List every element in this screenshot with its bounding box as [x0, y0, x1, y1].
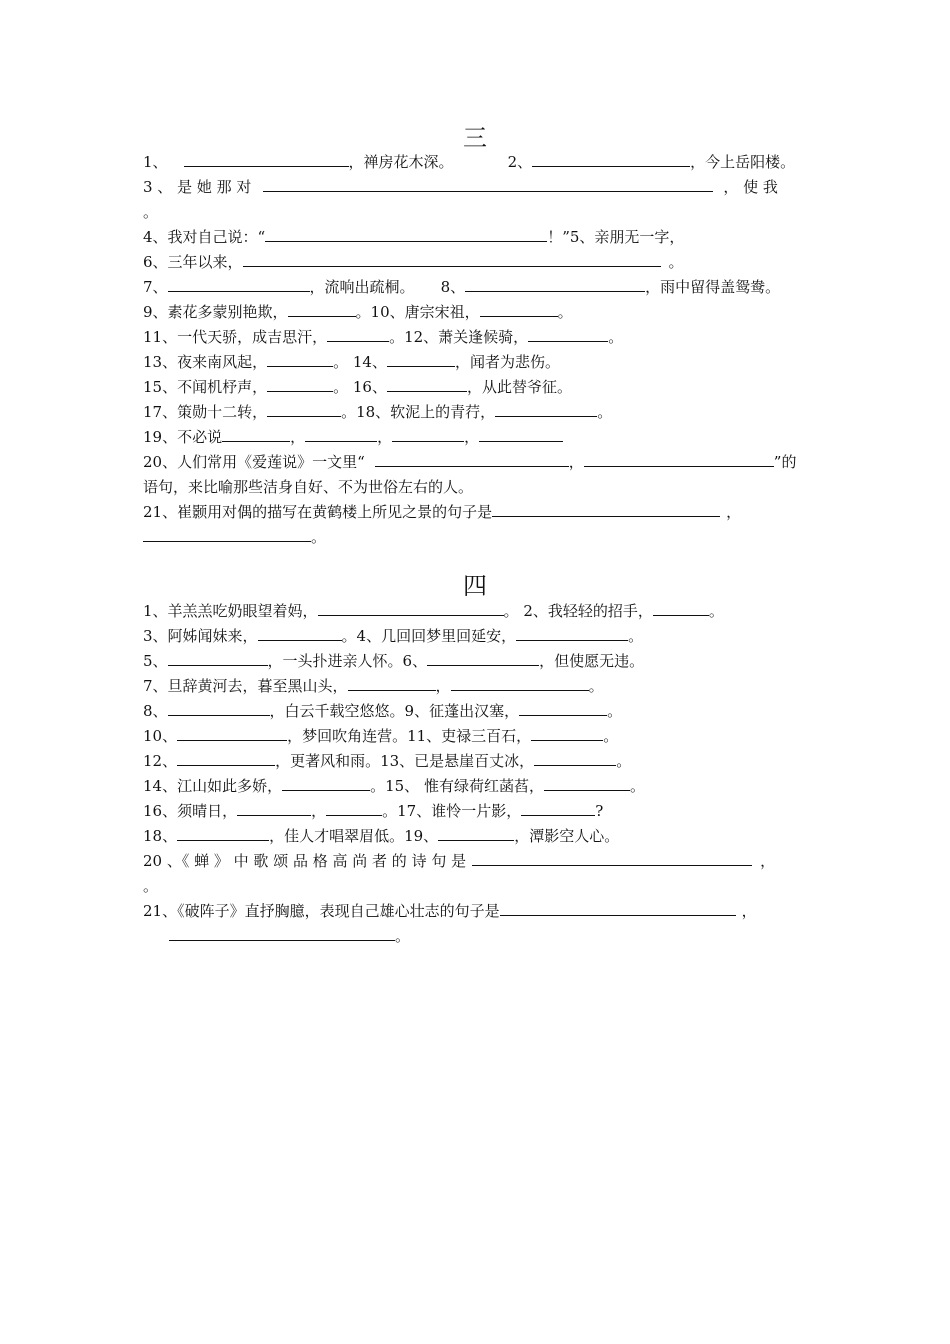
question-text: 20、人们常用《爱莲说》一文里“ — [143, 453, 365, 471]
question-text: ，梦回吹角连营。11、吏禄三百石， — [287, 727, 532, 745]
question-text: 15、不闻机杼声， — [143, 378, 268, 396]
question-4-20-cont — [143, 876, 808, 896]
answer-blank[interactable] — [177, 826, 269, 841]
question-text: 。 — [311, 528, 327, 546]
question-text: 。 — [395, 927, 411, 945]
answer-blank[interactable] — [348, 676, 436, 691]
question-text: ， — [741, 902, 757, 920]
question-text: 。 14、 — [333, 353, 387, 371]
question-text: 。 16、 — [333, 378, 387, 396]
question-text: 17、策勋十二转， — [143, 403, 268, 421]
question-3-15 — [143, 377, 808, 397]
question-text: ，更著风和雨。13、已是悬崖百丈冰， — [275, 752, 535, 770]
answer-blank[interactable] — [387, 352, 455, 367]
question-text: ， 使 我 — [723, 178, 778, 196]
answer-blank[interactable] — [521, 801, 595, 816]
question-text: 1、羊羔羔吃奶眼望着妈， — [143, 602, 318, 620]
question-text: 21、《破阵子》直抒胸臆，表现自己雄心壮志的句子是 — [143, 902, 500, 920]
question-text: ，但使愿无违。 — [539, 652, 645, 670]
question-text: 。 — [143, 203, 159, 221]
answer-blank[interactable] — [495, 402, 597, 417]
question-text: 18、 — [143, 827, 178, 845]
question-text: 。 — [616, 752, 632, 770]
question-text: 9、素花多蒙别艳欺， — [143, 303, 288, 321]
question-3-13 — [143, 352, 808, 372]
section-title-3: 三 — [463, 124, 487, 152]
question-text: 16、须晴日， — [143, 802, 238, 820]
question-text: 6、三年以来， — [143, 253, 243, 271]
question-text: 3、阿姊闻妹来， — [143, 627, 258, 645]
question-text: 8、 — [143, 702, 168, 720]
question-number: 1、 — [143, 153, 168, 171]
question-text: 14、江山如此多娇， — [143, 777, 283, 795]
question-text: ，雨中留得盖鸳鸯。 — [645, 278, 781, 296]
question-3-3 — [143, 177, 808, 197]
answer-blank[interactable] — [305, 427, 377, 442]
question-4-8 — [143, 701, 808, 721]
question-text: ， — [726, 503, 742, 521]
answer-blank[interactable] — [534, 751, 616, 766]
question-text: 13、夜来南风起， — [143, 353, 268, 371]
answer-blank[interactable] — [184, 152, 349, 167]
answer-blank[interactable] — [143, 527, 311, 542]
answer-blank[interactable] — [168, 651, 268, 666]
question-4-21-cont — [143, 926, 808, 946]
question-text: 7、 — [143, 278, 168, 296]
question-text: ? — [595, 802, 604, 820]
question-text: 。 — [597, 403, 613, 421]
question-text: 。 — [608, 328, 624, 346]
question-text: ， — [311, 802, 327, 820]
answer-blank[interactable] — [584, 452, 774, 467]
answer-blank[interactable] — [222, 427, 290, 442]
question-4-14 — [143, 776, 808, 796]
answer-blank[interactable] — [479, 427, 563, 442]
question-text: ，禅房花木深。 — [348, 153, 454, 171]
question-4-20 — [143, 851, 808, 871]
question-text: 。 — [143, 877, 159, 895]
question-text: 。10、唐宗宋祖， — [355, 303, 480, 321]
question-text: ，一头扑进亲人怀。6、 — [267, 652, 428, 670]
question-4-12 — [143, 751, 808, 771]
question-text: 20 、《 蝉 》 中 歌 颂 品 格 高 尚 者 的 诗 句 是 — [143, 852, 467, 870]
question-number: 2、 — [507, 153, 533, 171]
question-text: ， — [464, 428, 480, 446]
question-text: ，佳人才唱翠眉低。19、 — [269, 827, 439, 845]
question-text: ， — [760, 852, 776, 870]
question-text: ，闻者为悲伤。 — [454, 353, 560, 371]
question-3-21 — [143, 502, 808, 522]
question-4-5 — [143, 651, 808, 671]
answer-blank[interactable] — [288, 302, 356, 317]
section-title-4: 四 — [463, 572, 487, 600]
answer-blank[interactable] — [177, 751, 275, 766]
answer-blank[interactable] — [318, 601, 504, 616]
question-3-19 — [143, 427, 808, 447]
question-text: ，今上岳阳楼。 — [690, 153, 796, 171]
question-text: ”的 — [773, 453, 797, 471]
answer-blank[interactable] — [387, 377, 467, 392]
question-text: 。12、萧关逢候骑， — [389, 328, 529, 346]
answer-blank[interactable] — [267, 352, 333, 367]
answer-blank[interactable] — [480, 302, 558, 317]
answer-blank[interactable] — [168, 701, 270, 716]
question-text: 7、旦辞黄河去，暮至黑山头， — [143, 677, 348, 695]
answer-blank[interactable] — [326, 801, 382, 816]
answer-blank[interactable] — [451, 676, 589, 691]
answer-blank[interactable] — [528, 327, 608, 342]
answer-blank[interactable] — [516, 626, 628, 641]
question-4-3 — [143, 626, 808, 646]
answer-blank[interactable] — [243, 252, 661, 267]
answer-blank[interactable] — [531, 726, 603, 741]
question-3-9 — [143, 302, 808, 322]
answer-blank[interactable] — [653, 601, 709, 616]
answer-blank[interactable] — [392, 427, 464, 442]
question-3-6 — [143, 252, 808, 272]
question-4-21 — [143, 901, 808, 921]
question-3-20-cont — [143, 477, 808, 497]
answer-blank[interactable] — [544, 776, 630, 791]
answer-blank[interactable] — [168, 277, 310, 292]
answer-blank[interactable] — [237, 801, 311, 816]
question-3-1 — [143, 152, 808, 172]
answer-blank[interactable] — [532, 152, 690, 167]
question-text: 。 — [708, 602, 724, 620]
question-3-20 — [143, 452, 808, 472]
question-text: ，白云千载空悠悠。9、征蓬出汉塞， — [269, 702, 520, 720]
answer-blank[interactable] — [267, 377, 333, 392]
question-text: 。 — [668, 253, 684, 271]
question-text: 10、 — [143, 727, 178, 745]
question-3-3-cont — [143, 202, 808, 222]
question-3-7 — [143, 277, 808, 297]
answer-blank[interactable] — [500, 901, 736, 916]
answer-blank[interactable] — [263, 177, 713, 192]
answer-blank[interactable] — [472, 851, 752, 866]
answer-blank[interactable] — [519, 701, 607, 716]
answer-blank[interactable] — [327, 327, 389, 342]
question-text: 8、 — [440, 278, 466, 296]
question-3-11 — [143, 327, 808, 347]
question-text: 12、 — [143, 752, 178, 770]
question-text: 。18、软泥上的青荇， — [341, 403, 496, 421]
question-4-7 — [143, 676, 808, 696]
answer-blank[interactable] — [177, 726, 287, 741]
answer-blank[interactable] — [465, 277, 645, 292]
question-text: ， — [435, 677, 451, 695]
answer-blank[interactable] — [438, 826, 514, 841]
question-text: 5、 — [143, 652, 168, 670]
question-text: ， — [290, 428, 306, 446]
question-text: 。 — [588, 677, 604, 695]
question-text: 。4、几回回梦里回延安， — [341, 627, 517, 645]
question-text: ，潭影空人心。 — [514, 827, 620, 845]
answer-blank[interactable] — [267, 402, 341, 417]
question-4-16 — [143, 801, 808, 821]
question-text: ，流响出疏桐。 — [309, 278, 415, 296]
question-3-21-cont — [143, 527, 808, 547]
answer-blank[interactable] — [492, 502, 720, 517]
question-text: 。 — [607, 702, 623, 720]
question-text: 。17、谁怜一片影， — [382, 802, 522, 820]
question-text: 。 — [557, 303, 573, 321]
question-text: 4、我对自己说：“ — [143, 228, 266, 246]
question-text: ！”5、亲朋无一字， — [547, 228, 685, 246]
question-text: ， — [568, 453, 584, 471]
question-text: 3 、 是 她 那 对 — [143, 178, 252, 196]
answer-blank[interactable] — [258, 626, 342, 641]
question-text: ， — [377, 428, 393, 446]
question-3-4 — [143, 227, 808, 247]
answer-blank[interactable] — [375, 452, 569, 467]
question-text: 11、一代天骄，成吉思汗， — [143, 328, 328, 346]
question-text: 。 — [603, 727, 619, 745]
question-4-18 — [143, 826, 808, 846]
answer-blank[interactable] — [282, 776, 370, 791]
question-4-10 — [143, 726, 808, 746]
question-text: 。15、 惟有绿荷红菡萏， — [370, 777, 544, 795]
question-text: 。 — [628, 627, 644, 645]
question-text: 。 2、我轻轻的招手， — [503, 602, 653, 620]
answer-blank[interactable] — [427, 651, 539, 666]
question-4-1 — [143, 601, 808, 621]
question-text: 21、崔颢用对偶的描写在黄鹤楼上所见之景的句子是 — [143, 503, 493, 521]
question-text: 语句，来比喻那些洁身自好、不为世俗左右的人。 — [143, 478, 474, 496]
answer-blank[interactable] — [169, 926, 395, 941]
question-text: ，从此替爷征。 — [466, 378, 572, 396]
question-text: 19、不必说 — [143, 428, 223, 446]
question-3-17 — [143, 402, 808, 422]
answer-blank[interactable] — [265, 227, 547, 242]
question-text: 。 — [629, 777, 645, 795]
